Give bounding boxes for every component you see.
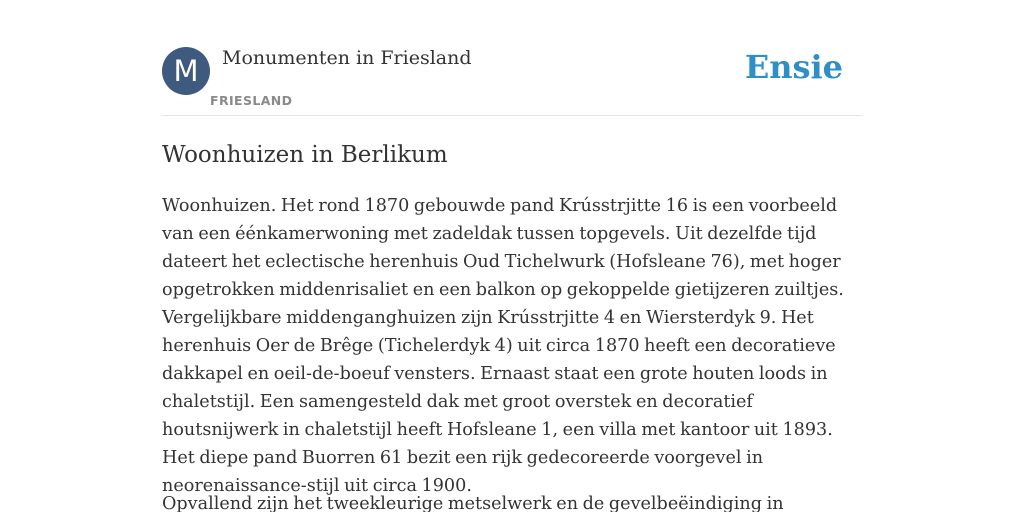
avatar[interactable]: M	[162, 47, 210, 95]
category-label[interactable]: FRIESLAND	[210, 93, 293, 108]
article-title: Woonhuizen in Berlikum	[162, 142, 448, 168]
article-paragraph: Opvallend zijn het tweekleurige metselwerk en de gevelbeëindiging in	[162, 494, 784, 512]
brand-logo[interactable]: Ensie	[744, 48, 843, 86]
site-title-link[interactable]: Monumenten in Friesland	[222, 47, 472, 69]
article-paragraph: Woonhuizen. Het rond 1870 gebouwde pand Krússtrjitte 16 is een voorbeeld van een éénkamerwoning met zadeldak tussen topgevels. Uit dezelfde tijd dateert het eclectische herenhuis Oud Tichelwurk (Hofsleane 76), met hoger opgetrokken middenrisaliet en een balkon op gekoppelde gietijzeren zuiltjes. Vergelijkbare middenganghuizen zijn Krússtrjitte 4 en Wiersterdyk 9. Het herenhuis Oer de Brêge (Tichelerdyk 4) uit circa 1870 heeft een decoratieve dakkapel en oeil-de-boeuf vensters. Ernaast staat een grote houten loods in chaletstijl. Een samengesteld dak met groot overstek en decoratief houtsnijwerk in chaletstijl heeft Hofsleane 1, een villa met kantoor uit 1893. Het diepe pand Buorren 61 bezit een rijk gedecoreerde voorgevel in neorenaissance-stijl uit circa 1900.	[162, 196, 844, 496]
article-page	[162, 0, 862, 512]
page-header	[162, 0, 862, 116]
